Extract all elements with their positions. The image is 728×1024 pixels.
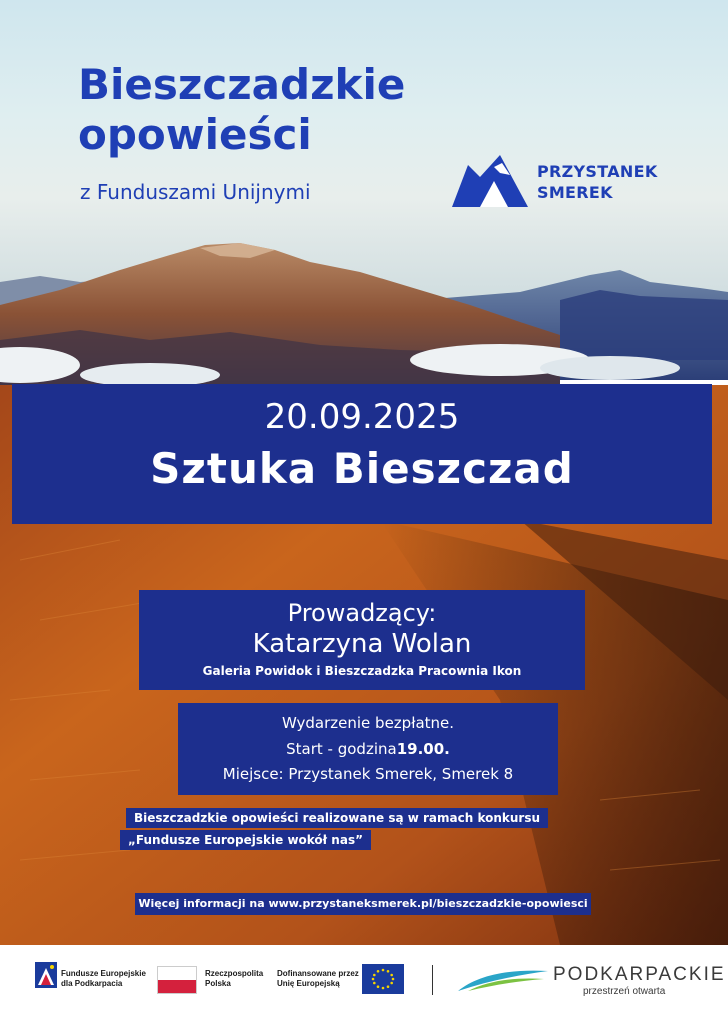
title-line-2: opowieści	[78, 110, 312, 159]
host-box	[139, 590, 585, 690]
logo-line-2: SMEREK	[537, 183, 613, 202]
poland-flag-icon	[157, 966, 197, 994]
contest-note-line-1: Bieszczadzkie opowieści realizowane są w ramach konkursu	[126, 808, 548, 828]
event-info-box	[178, 703, 558, 795]
contest-note	[120, 808, 580, 854]
fe-line-2: dla Podkarpacia	[61, 979, 123, 988]
free-entry-text: Wydarzenie bezpłatne.	[281, 714, 455, 732]
contest-note-line-2: „Fundusze Europejskie wokół nas”	[120, 830, 371, 850]
rp-label	[205, 969, 263, 989]
more-info-link[interactable]: Więcej informacji na www.przystaneksmerek.pl/bieszczadzkie-opowiesci	[135, 893, 591, 915]
fe-line-1: Fundusze Europejskie	[61, 969, 146, 978]
logo-text	[537, 161, 658, 203]
rp-line-1: Rzeczpospolita	[205, 969, 264, 978]
podkarpackie-subtitle: przestrzeń otwarta	[583, 986, 666, 997]
poster-title	[78, 60, 458, 160]
start-time: 19.00.	[396, 740, 450, 758]
start-time-line	[178, 738, 558, 760]
ue-line-1: Dofinansowane przez	[277, 969, 359, 978]
mountain-logo-icon	[450, 155, 530, 210]
logo-line-1: PRZYSTANEK	[537, 162, 658, 181]
fe-label	[61, 969, 146, 989]
fundusze-europejskie-icon	[35, 962, 57, 988]
podkarpackie-title: PODKARPACKIE	[553, 964, 726, 985]
event-banner	[12, 384, 712, 524]
podkarpackie-logo-icon	[458, 965, 550, 993]
start-prefix: Start - godzina	[286, 740, 397, 758]
host-label: Prowadzący:	[287, 599, 437, 627]
ue-label	[277, 969, 359, 989]
title-line-1: Bieszczadzkie	[78, 60, 406, 109]
poster-subtitle: z Funduszami Unijnymi	[80, 180, 311, 204]
host-organization: Galeria Powidok i Bieszczadzka Pracownia Ikon	[202, 664, 522, 678]
host-name: Katarzyna Wolan	[252, 629, 472, 659]
rp-line-2: Polska	[205, 979, 231, 988]
eu-flag-icon	[362, 964, 404, 994]
event-title: Sztuka Bieszczad	[150, 444, 574, 493]
ue-line-2: Unię Europejską	[277, 979, 340, 988]
event-date: 20.09.2025	[264, 397, 460, 437]
przystanek-smerek-logo	[450, 155, 680, 215]
footer-divider	[432, 965, 433, 995]
place-text: Miejsce: Przystanek Smerek, Smerek 8	[222, 765, 514, 783]
sponsor-footer	[0, 945, 728, 1024]
